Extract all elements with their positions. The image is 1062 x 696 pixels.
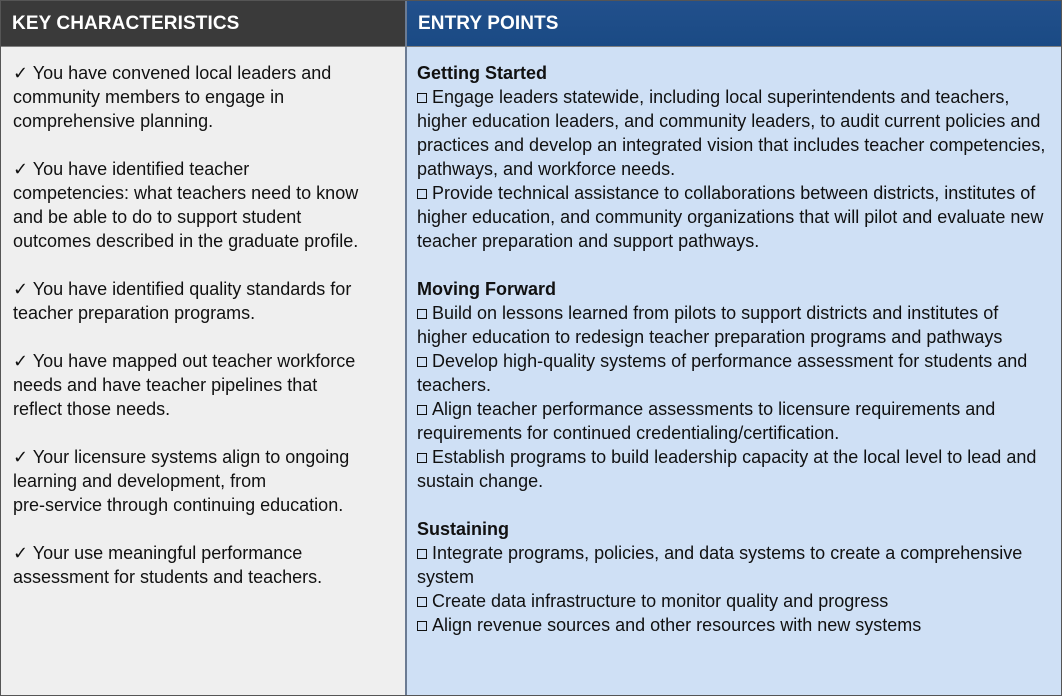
section-title: Moving Forward [417,279,556,299]
characteristic-item: ✓ Your licensure systems align to ongoing learning and development, from pre-service through continuing education. [13,447,350,515]
entry-points-header: ENTRY POINTS [407,1,1061,46]
checkbox-empty-icon [417,621,427,631]
checkbox-empty-icon [417,453,427,463]
section-title: Getting Started [417,63,548,83]
characteristic-item: ✓ You have mapped out teacher workforce needs and have teacher pipelines that reflect those needs. [13,351,356,419]
section-moving-forward [417,277,1053,493]
characteristic-item: ✓ Your use meaningful performance assessment for students and teachers. [13,543,323,587]
checkbox-empty-icon [417,93,427,103]
checkbox-empty-icon [417,309,427,319]
section-sustaining [417,517,1053,637]
section-getting-started [417,61,1053,253]
checkbox-empty-icon [417,405,427,415]
entry-point-item: Integrate programs, policies, and data systems to create a comprehensive system [417,543,1023,587]
entry-point-item: Align teacher performance assessments to licensure requirements and requirements for continued credentialing/certification. [417,399,996,443]
checkbox-empty-icon [417,189,427,199]
entry-points-column [407,46,1061,695]
entry-point-item: Provide technical assistance to collaborations between districts, institutes of higher education, and community organizations that will pilot and evaluate new teacher preparation and support pathways. [417,183,1044,251]
entry-point-item: Create data infrastructure to monitor quality and progress [417,589,1053,613]
entry-point-item: Align revenue sources and other resources with new systems [417,613,1053,637]
entry-point-item: Establish programs to build leadership capacity at the local level to lead and sustain change. [417,447,1037,491]
entry-point-item: Develop high-quality systems of performance assessment for students and teachers. [417,351,1028,395]
checkbox-empty-icon [417,357,427,367]
characteristic-item: ✓ You have identified quality standards for teacher preparation programs. [13,279,352,323]
checkbox-empty-icon [417,597,427,607]
section-title: Sustaining [417,519,510,539]
characteristic-item: ✓ You have identified teacher competencies: what teachers need to know and be able to do to support student outcomes described in the graduate profile. [13,159,359,251]
checkbox-empty-icon [417,549,427,559]
key-characteristics-header: KEY CHARACTERISTICS [1,1,407,46]
entry-point-item: Engage leaders statewide, including local superintendents and teachers, higher education leaders, and community leaders, to audit current policies and practices and develop an integrated vision that includes teacher competencies, pathways, and workforce needs. [417,87,1046,179]
characteristics-column [1,46,407,695]
characteristic-item: ✓ You have convened local leaders and community members to engage in comprehensive planning. [13,63,332,131]
entry-point-item: Build on lessons learned from pilots to support districts and institutes of higher education to redesign teacher preparation programs and pathways [417,303,1003,347]
